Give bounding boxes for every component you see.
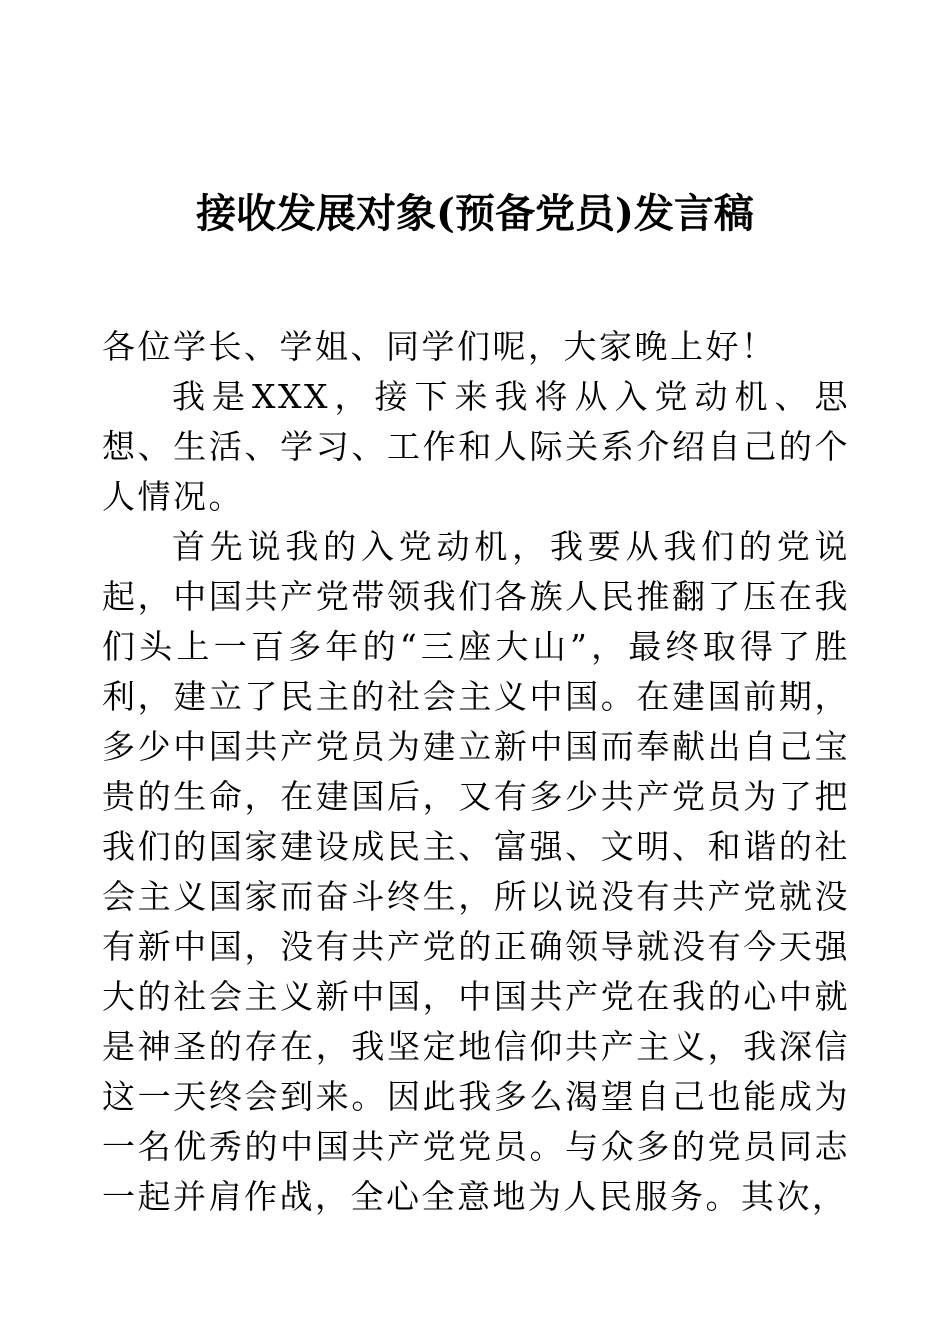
motivation-paragraph: 首先说我的入党动机，我要从我们的党说起，中国共产党带领我们各族人民推翻了压在我们头上一百多年的“三座大山”，最终取得了胜利，建立了民主的社会主义中国。在建国前期，多少中国共产党员为建立新中国而奉献出自己宝贵的生命，在建国后，又有多少共产党员为了把我们的国家建设成民主、富强、文明、和谐的社会主义国家而奋斗终生，所以说没有共产党就没有新中国，没有共产党的正确领导就没有今天强大的社会主义新中国，中国共产党在我的心中就是神圣的存在，我坚定地信仰共产主义，我深信这一天终会到来。因此我多么渴望自己也能成为一名优秀的中国共产党党员。与众多的党员同志一起并肩作战，全心全意地为人民服务。其次， xyxy=(102,527,850,1216)
greeting-paragraph: 各位学长、学姐、同学们呢，大家晚上好！ xyxy=(102,327,777,366)
document-title: 接收发展对象(预备党员)发言稿 xyxy=(196,190,754,237)
document-body xyxy=(102,322,850,1222)
intro-paragraph: 我是XXX，接下来我将从入党动机、思想、生活、学习、工作和人际关系介绍自己的个人情况。 xyxy=(102,377,850,516)
